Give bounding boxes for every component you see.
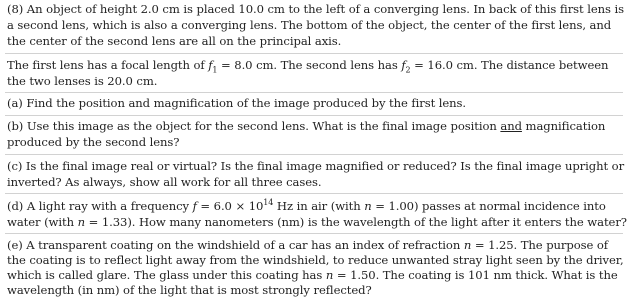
question-b: [5, 115, 623, 154]
text-line: The first lens has a focal length of $f_1 = 8.0$ cm. The second lens has $f_2 = 16.0$ cm. The distance between: [7, 58, 609, 75]
lens-parameters: [5, 53, 623, 92]
text-line: (c) Is the final image real or virtual? Is the final image magnified or reduced? Is the final image upright or: [7, 159, 625, 173]
question-a: [5, 92, 623, 115]
question-c: [5, 154, 623, 193]
text-line: wavelength (in nm) of the light that is most strongly reflected?: [7, 283, 372, 297]
text-line: inverted? As always, show all work for all three cases.: [7, 175, 322, 189]
text-line: the center of the second lens are all on the principal axis.: [7, 34, 342, 48]
text-line: which is called glare. The glass under this coating has n = 1.50. The coating is 101 nm thick. What is the: [7, 268, 618, 282]
text-line: (e) A transparent coating on the windshield of a car has an index of refraction n = 1.25. The purpose of: [7, 238, 608, 252]
text-line: (8) An object of height 2.0 cm is placed 10.0 cm to the left of a converging lens. In back of this first lens is: [7, 2, 624, 16]
text-line: (d) A light ray with a frequency $f = 6.0 \times 10^{14}$ Hz in air (with n = 1.00) passes at normal incidence into: [7, 198, 606, 213]
problem-8-intro: [5, 0, 623, 52]
text-line: produced by the second lens?: [7, 135, 180, 149]
question-d: [5, 193, 627, 233]
text-line: a second lens, which is also a converging lens. The bottom of the object, the center of the first lens, and: [7, 18, 612, 32]
text-line: water (with n = 1.33). How many nanometers (nm) is the wavelength of the light after it enters the water?: [7, 215, 627, 229]
question-e: [5, 233, 623, 302]
text-line: the coating is to reflect light away from the windshield, to reduce unwanted stray light seen by the driver,: [7, 253, 624, 267]
underlined-and: and: [500, 119, 522, 133]
text-line: (b) Use this image as the object for the second lens. What is the final image position and magnification: [7, 119, 606, 133]
text-line: (a) Find the position and magnification of the image produced by the first lens.: [7, 96, 467, 110]
text-line: the two lenses is 20.0 cm.: [7, 74, 158, 88]
